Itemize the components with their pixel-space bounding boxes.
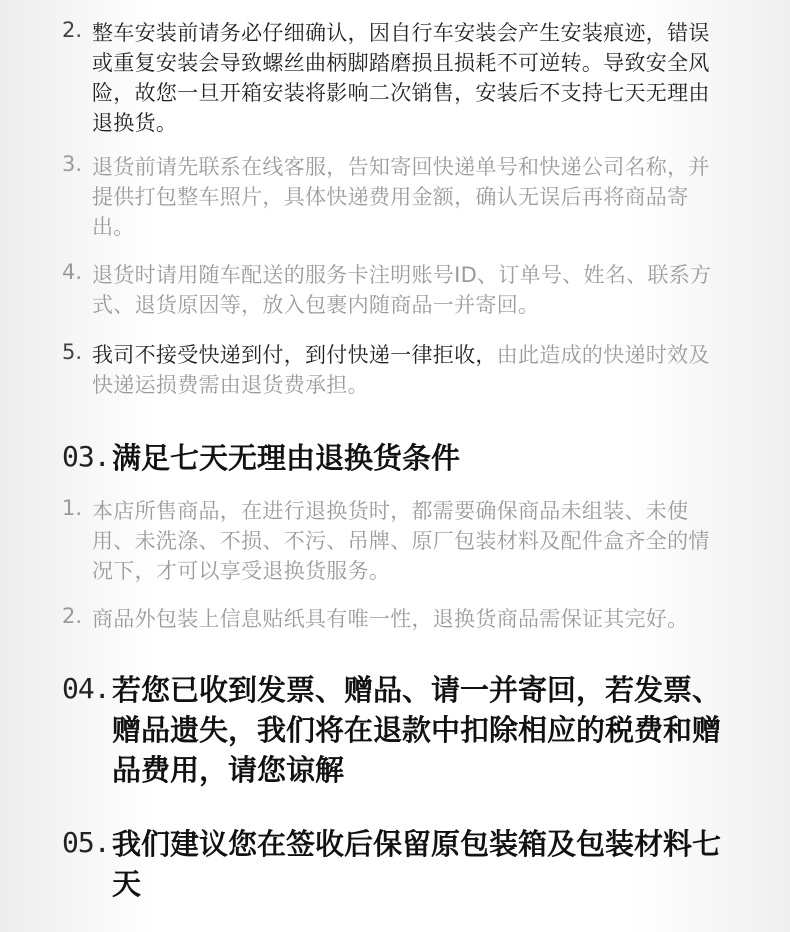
item-text-note: 由此造成的快递时效及快递运损费需由退货费承担。	[92, 343, 710, 397]
section-heading-03	[62, 438, 732, 478]
section-heading-04	[62, 670, 732, 790]
list-item	[62, 18, 722, 138]
item-number: 4.	[62, 260, 83, 284]
list-item	[62, 260, 722, 320]
item-text: 退货时请用随车配送的服务卡注明账号ID、订单号、姓名、联系方式、退货原因等，放入包裹内随商品一并寄回。	[92, 263, 712, 317]
list-item	[62, 152, 722, 242]
list-item	[62, 340, 722, 400]
item-number: 3.	[62, 152, 83, 176]
item-text	[92, 340, 722, 400]
item-number: 5.	[62, 340, 83, 364]
item-text: 商品外包装上信息贴纸具有唯一性，退换货商品需保证其完好。	[92, 607, 689, 631]
heading-title: 我们建议您在签收后保留原包装箱及包装材料七天	[112, 827, 722, 901]
list-item	[62, 496, 722, 586]
item-number: 1.	[62, 496, 83, 520]
section-heading-05	[62, 824, 732, 904]
item-text: 退货前请先联系在线客服，告知寄回快递单号和快递公司名称，并提供打包整车照片，具体快递费用金额，确认无误后再将商品寄出。	[92, 155, 710, 239]
item-text: 本店所售商品，在进行退换货时，都需要确保商品未组装、未使用、未洗涤、不损、不污、吊牌、原厂包装材料及配件盒齐全的情况下，才可以享受退换货服务。	[92, 499, 710, 583]
heading-title: 若您已收到发票、赠品、请一并寄回，若发票、赠品遗失，我们将在退款中扣除相应的税费和赠品费用，请您谅解	[112, 673, 722, 787]
item-text-emphasis: 我司不接受快递到付，到付快递一律拒收，	[92, 343, 497, 367]
item-number: 2.	[62, 604, 83, 628]
heading-number: 03.	[62, 440, 110, 473]
heading-number: 05.	[62, 826, 110, 859]
list-item	[62, 604, 722, 634]
item-text: 整车安装前请务必仔细确认，因自行车安装会产生安装痕迹，错误或重复安装会导致螺丝曲柄脚踏磨损且损耗不可逆转。导致安全风险，故您一旦开箱安装将影响二次销售，安装后不支持七天无理由退换货。	[92, 21, 710, 135]
heading-number: 04.	[62, 672, 110, 705]
item-number: 2.	[62, 18, 83, 42]
heading-title: 满足七天无理由退换货条件	[112, 441, 461, 475]
